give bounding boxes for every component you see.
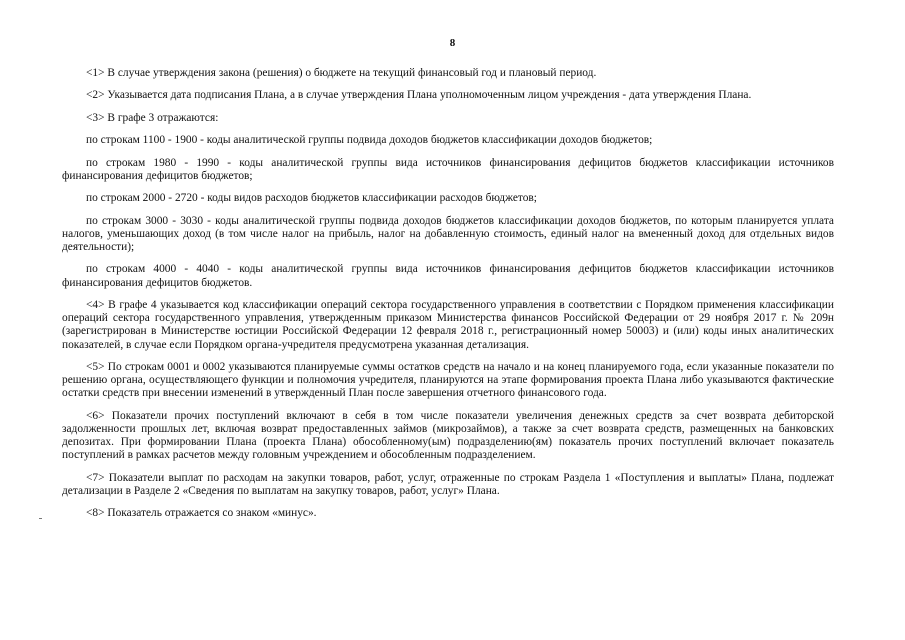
footnote-5: <5> По строкам 0001 и 0002 указываются планируемые суммы остатков средств на начало и на конец планируемого года, если указанные показатели по решению органа, осуществляющего функции и полномочия учредителя, планируются на этапе формирования проекта Плана либо указываются фактические остатки средств при внесении изменений в утвержденный План после завершения отчетного финансового года. [62,360,834,400]
footnote-8: <8> Показатель отражается со знаком «минус». [86,507,317,520]
footnote-6: <6> Показатели прочих поступлений включают в себя в том числе показатели увеличения денежных средств за счет возврата дебиторской задолженности прошлых лет, включая возврат предоставленных займов (микрозаймов), а также за счет возврата средств, размещенных на банковских депозитах. При формировании Плана (проекта Плана) обособленному(ым) подразделению(ям) показатель прочих поступлений включает показатель поступлений в рамках расчетов между головным учреждением и обособленным подразделением. [62,409,834,462]
footnote-3-item-2000: по строкам 2000 - 2720 - коды видов расходов бюджетов классификации расходов бюджетов; [86,192,537,205]
footnote-1: <1> В случае утверждения закона (решения) о бюджете на текущий финансовый год и плановый период. [86,67,597,79]
footnote-3-item-1980: по строкам 1980 - 1990 - коды аналитической группы вида источников финансирования дефицитов бюджетов классификации источников финансирования дефицитов бюджетов; [62,156,834,182]
footnote-3-item-1100: по строкам 1100 - 1900 - коды аналитической группы подвида доходов бюджетов классификации доходов бюджетов; [86,134,653,147]
footnote-2: <2> Указывается дата подписания Плана, а в случае утверждения Плана уполномоченным лицом учреждения - дата утверждения Плана. [86,89,752,102]
footnote-3-item-4000: по строкам 4000 - 4040 - коды аналитической группы вида источников финансирования дефицитов бюджетов классификации источников финансирования дефицитов бюджетов. [62,263,834,289]
page-number: 8 [449,37,456,49]
footnote-4: <4> В графе 4 указывается код классификации операций сектора государственного управления в соответствии с Порядком применения классификации операций сектора государственного управления, утвержденным приказом Министерства финансов Российской Федерации от 29 ноября 2017 г. № 209н (зарегистрирован в Министерстве юстиции Российской Федерации 12 февраля 2018 г., регистрационный номер 50003) и (или) коды иных аналитических показателей, в случае если Порядком органа-учредителя предусмотрена указанная детализация. [62,298,834,351]
footnote-3-heading: <3> В графе 3 отражаются: [86,111,219,124]
scan-mark [39,518,42,519]
footnote-7: <7> Показатели выплат по расходам на закупки товаров, работ, услуг, отраженные по строкам Раздела 1 «Поступления и выплаты» Плана, подлежат детализации в Разделе 2 «Сведения по выплатам на закупку товаров, работ, услуг» Плана. [62,471,834,497]
footnotes-body [62,67,834,530]
footnote-3-item-3000: по строкам 3000 - 3030 - коды аналитической группы подвида доходов бюджетов классификации доходов бюджетов, по которым планируется уплата налогов, уменьшающих доход (в том числе налог на прибыль, налог на добавленную стоимость, единый налог на вмененный доход для отдельных видов деятельности); [62,214,834,253]
